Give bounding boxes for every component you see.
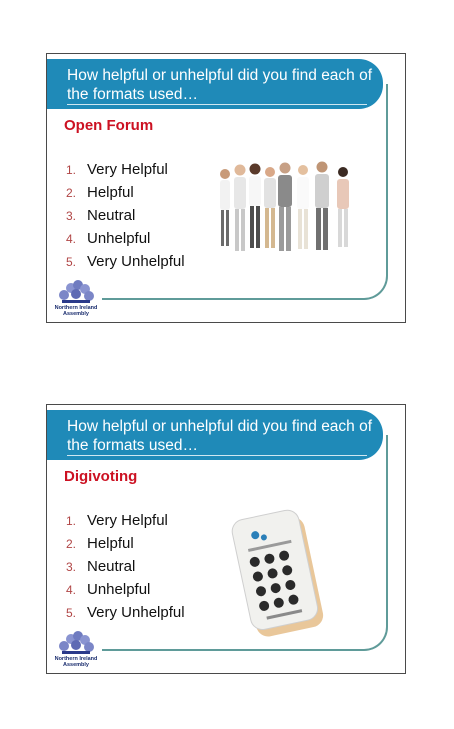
person-figure xyxy=(249,164,261,249)
option-number: 2. xyxy=(66,537,77,551)
person-figure xyxy=(264,167,276,248)
option-number: 5. xyxy=(66,606,77,620)
list-item xyxy=(66,555,185,578)
options-list xyxy=(66,158,185,273)
list-item xyxy=(66,250,185,273)
list-item xyxy=(66,158,185,181)
option-label: Helpful xyxy=(87,535,134,552)
list-item xyxy=(66,181,185,204)
option-label: Helpful xyxy=(87,184,134,201)
list-item xyxy=(66,532,185,555)
option-number: 4. xyxy=(66,232,77,246)
person-figure xyxy=(220,169,230,246)
person-figure xyxy=(315,162,329,251)
option-number: 1. xyxy=(66,163,77,177)
group-of-people-image xyxy=(215,154,365,266)
slide-title: How helpful or unhelpful did you find each of the formats used… xyxy=(47,410,383,460)
option-label: Neutral xyxy=(87,207,136,224)
person-figure xyxy=(337,167,349,247)
option-number: 1. xyxy=(66,514,77,528)
option-label: Very Unhelpful xyxy=(87,253,185,270)
assembly-logo xyxy=(50,279,102,321)
option-label: Unhelpful xyxy=(87,581,151,598)
option-number: 3. xyxy=(66,560,77,574)
person-figure xyxy=(234,165,246,252)
option-number: 3. xyxy=(66,209,77,223)
list-item xyxy=(66,227,185,250)
person-figure xyxy=(278,163,292,252)
option-label: Neutral xyxy=(87,558,136,575)
flax-flower-icon xyxy=(56,279,96,305)
slide-title: How helpful or unhelpful did you find each of the formats used… xyxy=(47,59,383,109)
option-label: Very Helpful xyxy=(87,161,168,178)
option-number: 4. xyxy=(66,583,77,597)
slide-open-forum xyxy=(46,53,406,323)
section-title: Open Forum xyxy=(64,117,154,134)
section-title: Digivoting xyxy=(64,468,138,485)
list-item xyxy=(66,204,185,227)
option-number: 2. xyxy=(66,186,77,200)
logo-text: Northern Ireland Assembly xyxy=(54,305,98,317)
list-item xyxy=(66,601,185,624)
list-item xyxy=(66,578,185,601)
assembly-logo xyxy=(50,630,102,672)
option-label: Very Unhelpful xyxy=(87,604,185,621)
options-list xyxy=(66,509,185,624)
voting-keypad-image xyxy=(227,503,332,638)
option-label: Unhelpful xyxy=(87,230,151,247)
flax-flower-icon xyxy=(56,630,96,656)
list-item xyxy=(66,509,185,532)
option-label: Very Helpful xyxy=(87,512,168,529)
slide-digivoting xyxy=(46,404,406,674)
person-figure xyxy=(297,165,309,249)
logo-text: Northern Ireland Assembly xyxy=(54,656,98,668)
option-number: 5. xyxy=(66,255,77,269)
